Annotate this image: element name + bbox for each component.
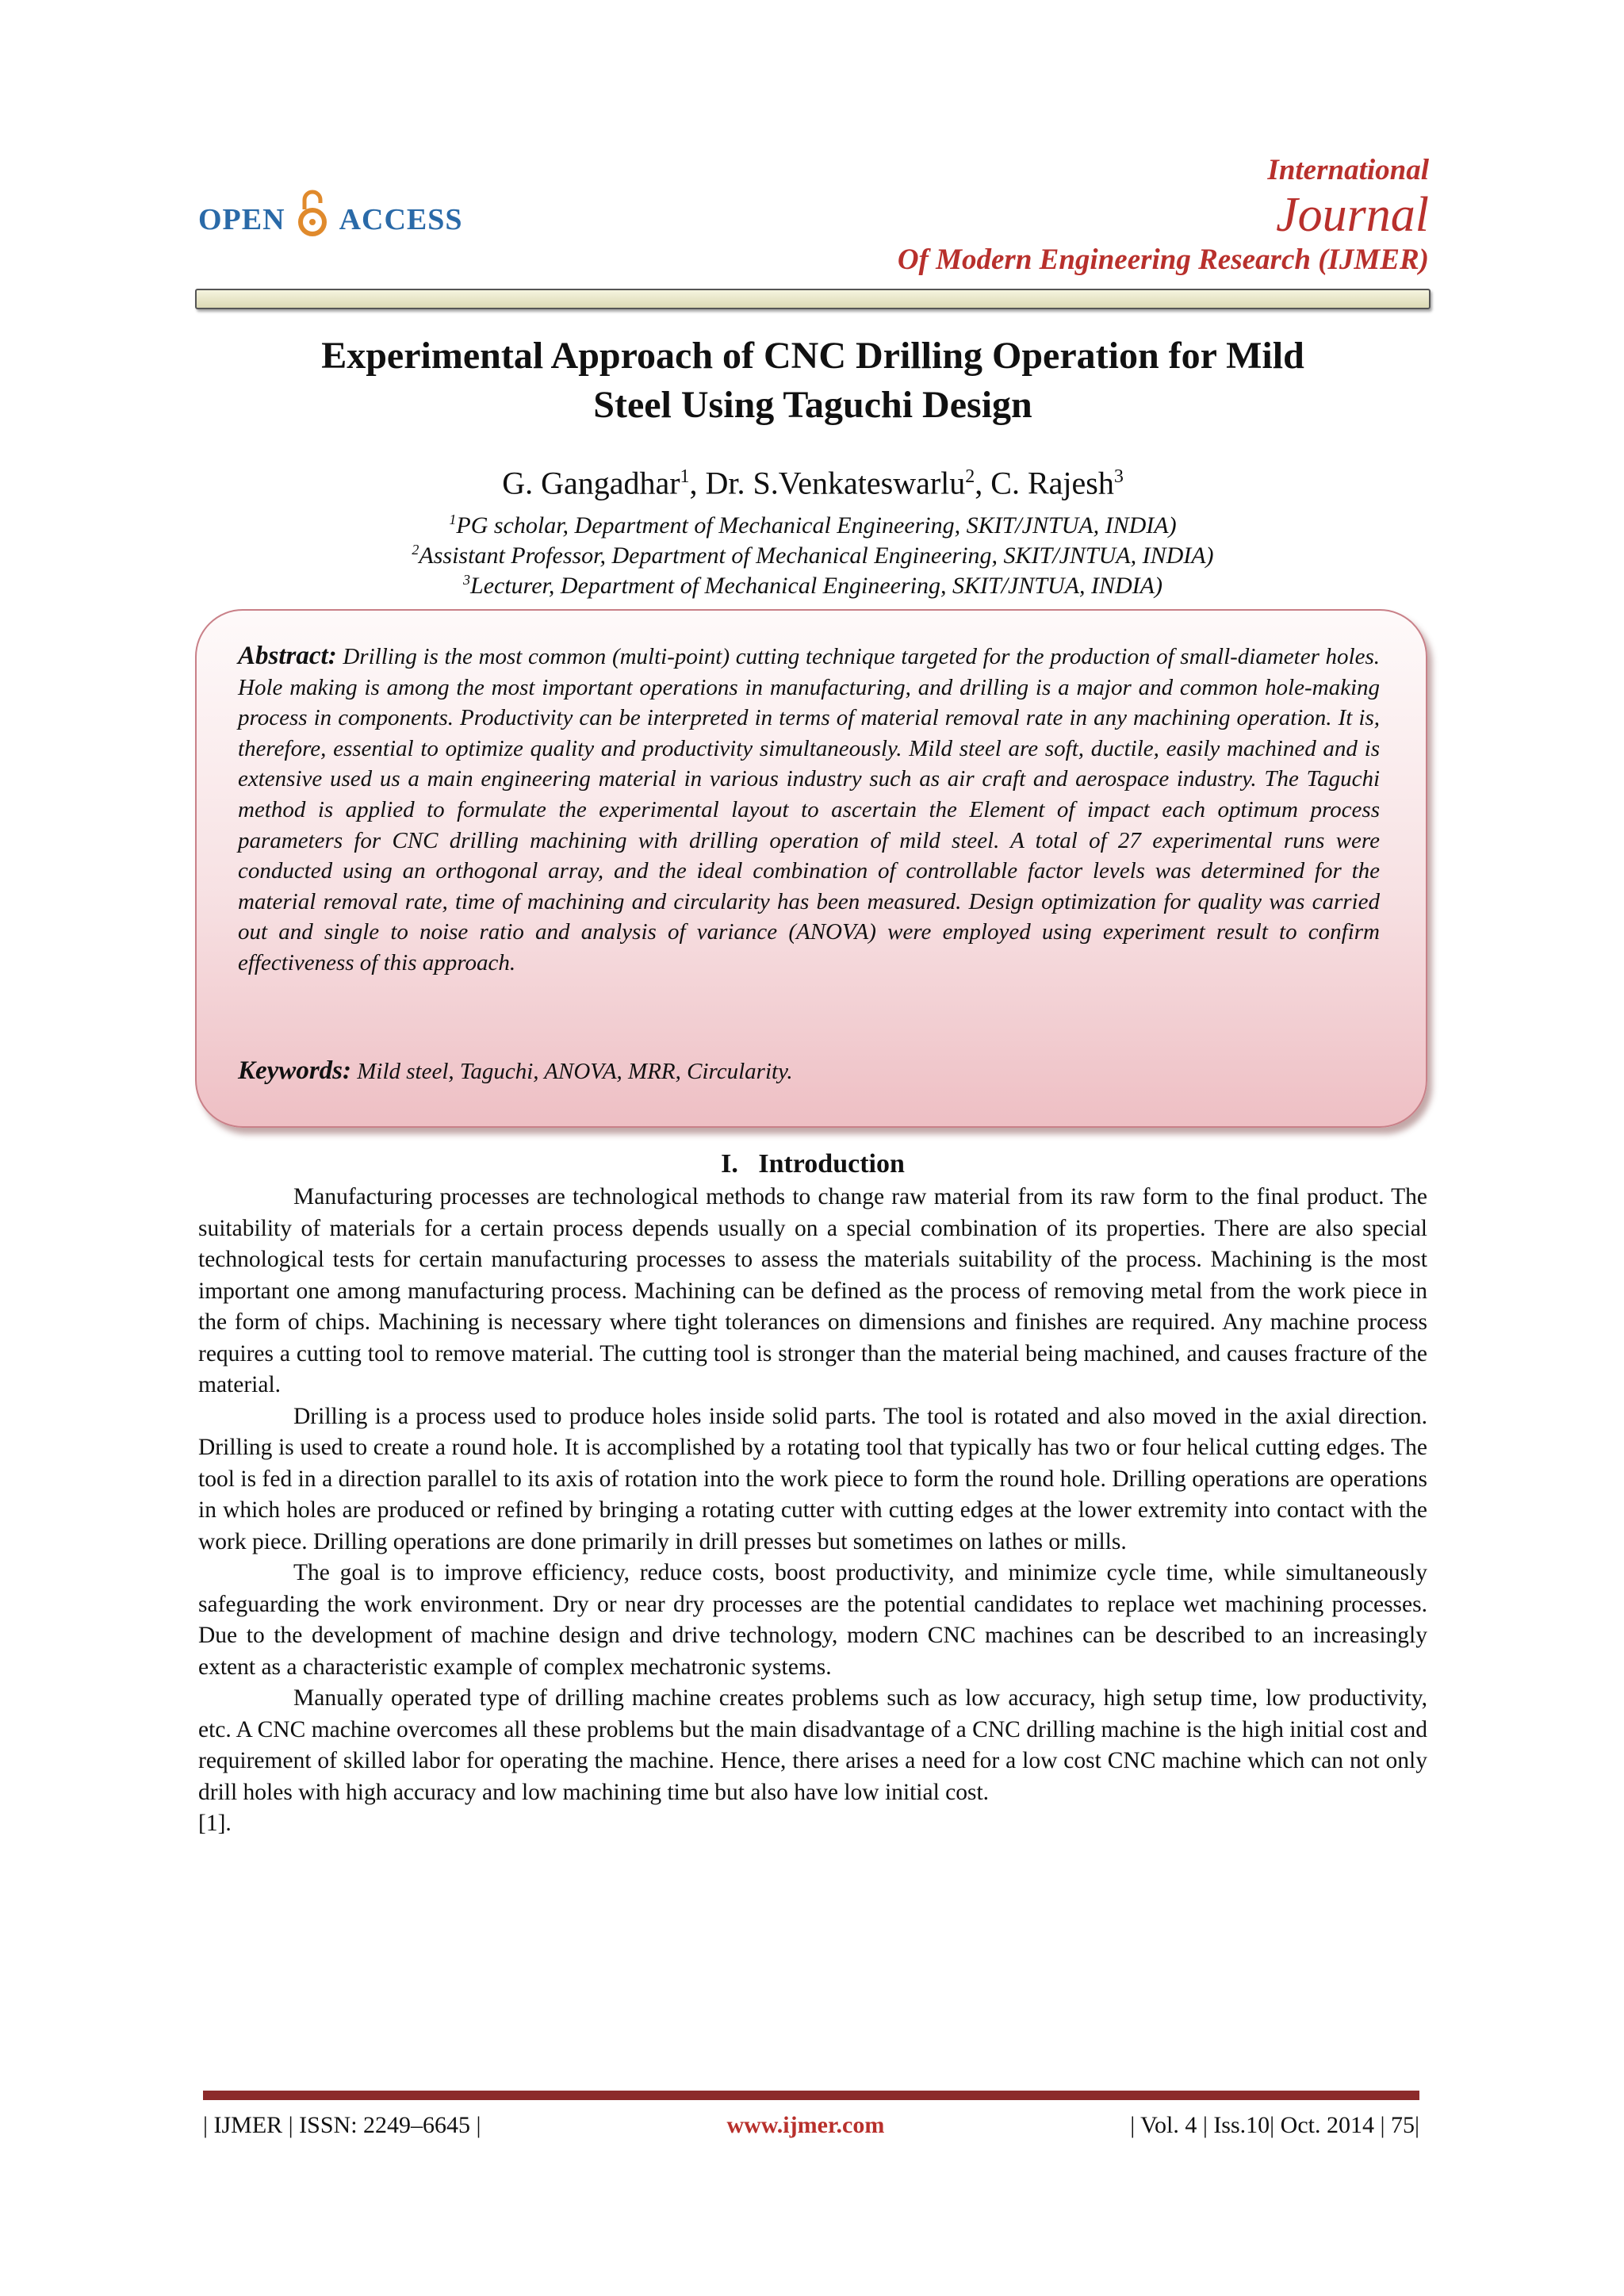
affiliation-text: Lecturer, Department of Mechanical Engineering, SKIT/JNTUA, INDIA) xyxy=(470,573,1162,599)
abstract-colon: : xyxy=(327,642,337,670)
affiliation-3 xyxy=(198,565,1427,601)
open-access-lock-icon xyxy=(297,189,328,238)
access-word: ACCESS xyxy=(339,203,463,236)
author-name: C. Rajesh xyxy=(990,465,1114,501)
author-separator: , xyxy=(689,465,706,501)
keywords-list: Mild steel, Taguchi, ANOVA, MRR, Circularity. xyxy=(357,1059,793,1084)
abstract-label: Abstract xyxy=(238,642,328,670)
author-name: G. Gangadhar xyxy=(502,465,680,501)
journal-name xyxy=(898,152,1429,279)
abstract xyxy=(238,641,1380,979)
author-sup: 1 xyxy=(680,466,690,487)
footer-issn: | IJMER | ISSN: 2249–6645 | xyxy=(203,2112,481,2138)
title-line-1: Experimental Approach of CNC Drilling Operation for Mild xyxy=(321,335,1304,377)
page-footer xyxy=(203,2110,1419,2141)
intro-paragraph: Manually operated type of drilling machine creates problems such as low accuracy, high setup time, low productivity, etc. A CNC machine overcomes all these problems but the main disadvantage of a CNC drilling machine is the high initial cost and requirement of skilled labor for operating the machine. Hence, there arises a need for a low cost CNC machine which can not only drill holes with high accuracy and low machining time but also have low initial cost. xyxy=(198,1685,1427,1805)
paper-title xyxy=(198,332,1427,430)
footer-rule xyxy=(203,2091,1419,2100)
affiliation-text: Assistant Professor, Department of Mechanical Engineering, SKIT/JNTUA, INDIA) xyxy=(419,542,1214,569)
intro-citation: [1]. xyxy=(198,1811,232,1836)
author-separator: , xyxy=(975,465,991,501)
title-line-2: Steel Using Taguchi Design xyxy=(593,384,1032,426)
author-sup: 2 xyxy=(965,466,975,487)
author-sup: 3 xyxy=(1113,466,1124,487)
affiliation-text: PG scholar, Department of Mechanical Engineering, SKIT/JNTUA, INDIA) xyxy=(456,512,1177,539)
open-access-logo xyxy=(198,192,463,247)
journal-line-journal: Journal xyxy=(1276,188,1429,242)
intro-paragraph: The goal is to improve efficiency, reduce costs, boost productivity, and minimize cycle time, while simultaneously safeguarding the work environment. Dry or near dry processes are the potential candidates to replace wet machining processes. Due to the development of machine design and drive technology, modern CNC machines can be described to an increasingly extent as a characteristic example of complex mechatronic systems. xyxy=(198,1560,1427,1680)
abstract-body: Drilling is the most common (multi-point) cutting technique targeted for the production of small-diameter holes. Hole making is among the most important operations in manufacturing, and drilling is a major and common hole-making process in components. Productivity can be interpreted in terms of material removal rate in any machining operation. It is, therefore, essential to optimize quality and productivity simultaneously. Mild steel are soft, ductile, easily machined and is extensive used us a main engineering material in various industry such as air craft and aerospace industry. The Taguchi method is applied to formulate the experimental layout to ascertain the Element of impact each optimum process parameters for CNC drilling machining with drilling operation of mild steel. A total of 27 experimental runs were conducted using an orthogonal array, and the ideal combination of controllable factor levels was determined for the material removal rate, time of machining and circularity has been measured. Design optimization for quality was carried out and single to noise ratio and analysis of variance (ANOVA) were employed using experiment result to confirm effectiveness of this approach. xyxy=(238,644,1381,976)
intro-paragraph: Manufacturing processes are technological methods to change raw material from its raw form to the final product. The suitability of materials for a certain process depends usually on a special combination of its properties. There are also special technological tests for certain manufacturing processes to assess the materials suitability of the process. Machining is the most important one among manufacturing process. Machining can be defined as the process of removing metal from the work piece in the form of chips. Machining is necessary where tight tolerances on dimensions and finishes are required. Any machine process requires a cutting tool to remove material. The cutting tool is stronger than the material being machined, and causes fracture of the material. xyxy=(198,1184,1427,1397)
keywords-colon: : xyxy=(343,1056,351,1085)
author-list xyxy=(198,457,1427,503)
open-word: OPEN xyxy=(198,203,285,236)
affiliation-sup: 1 xyxy=(449,512,457,527)
keywords-label: Keywords xyxy=(238,1056,343,1085)
journal-line-ijmer: Of Modern Engineering Research (IJMER) xyxy=(897,243,1429,276)
footer-volume-page: | Vol. 4 | Iss.10| Oct. 2014 | 75| xyxy=(1130,2112,1419,2138)
footer-website-link[interactable]: www.ijmer.com xyxy=(726,2112,885,2138)
affiliation-sup: 2 xyxy=(412,542,419,558)
introduction-body xyxy=(198,1182,1427,1840)
section-heading-introduction: I. Introduction xyxy=(721,1149,905,1179)
author-name: Dr. S.Venkateswarlu xyxy=(705,465,966,501)
keywords xyxy=(238,1055,1380,1087)
affiliation-sup: 3 xyxy=(463,572,471,588)
intro-paragraph: Drilling is a process used to produce holes inside solid parts. The tool is rotated and also moved in the axial direction. Drilling is used to create a round hole. It is accomplished by a rotating tool that typically has two or four helical cutting edges. The tool is fed in a direction parallel to its axis of rotation into the work piece to form the round hole. Drilling operations are operations in which holes are produced or refined by bringing a rotating cutter with cutting edges at the lower extremity into contact with the work piece. Drilling operations are done primarily in drill presses but sometimes on lathes or mills. xyxy=(198,1403,1427,1554)
journal-line-international: International xyxy=(1267,154,1429,186)
header-divider-bar xyxy=(195,289,1431,309)
